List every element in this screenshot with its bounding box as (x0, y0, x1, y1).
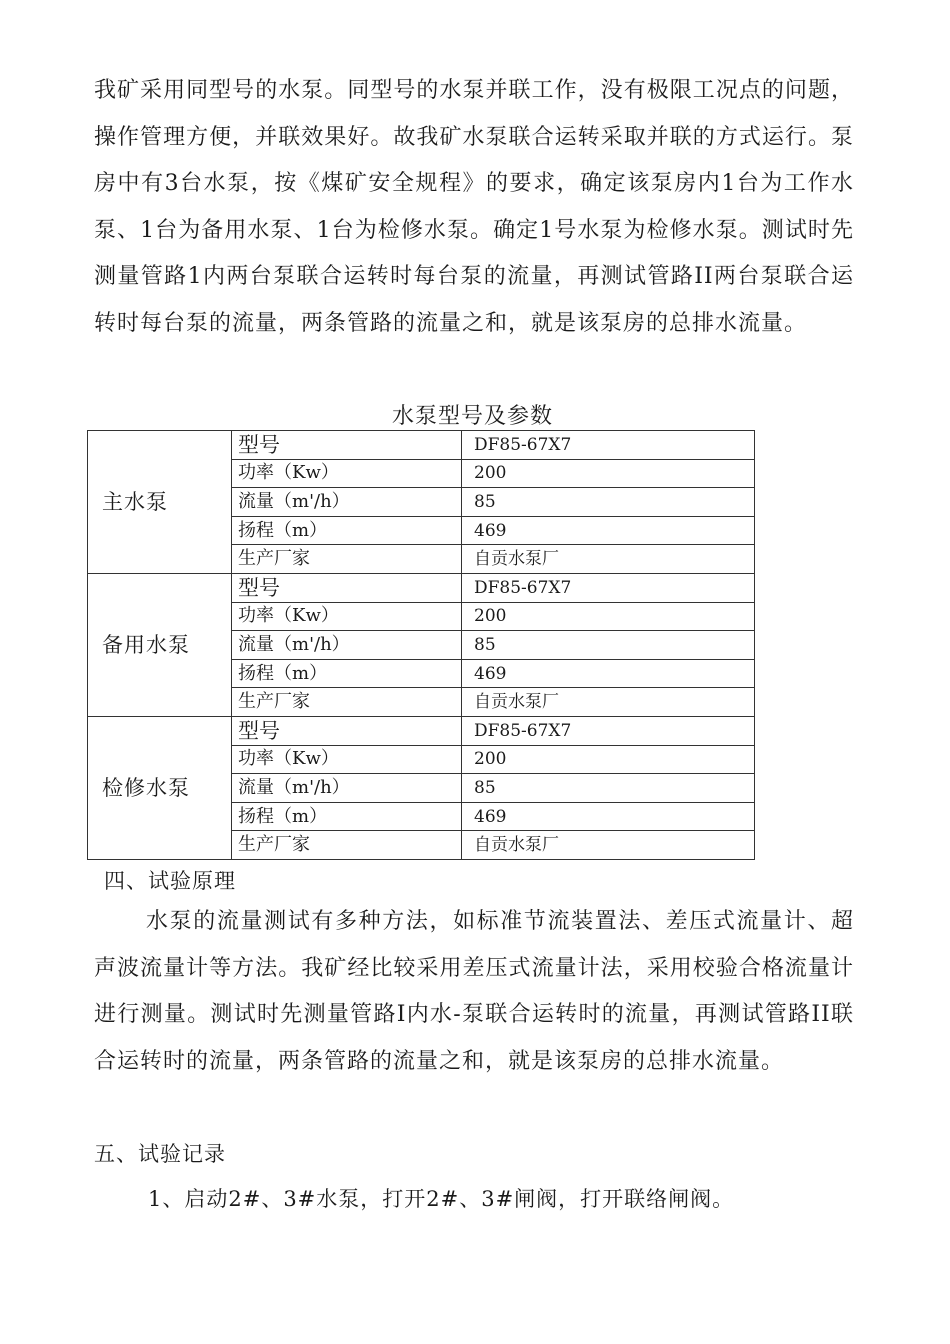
label-maker: 生产厂家 (232, 545, 462, 574)
table-title: 水泵型号及参数 (391, 404, 553, 429)
intro-paragraph: 我矿采用同型号的水泵。同型号的水泵并联工作，没有极限工况点的问题，操作管理方便，并联效果好。故我矿水泵联合运转采取并联的方式运行。泵房中有3台水泵，按《煤矿安全规程》的要求，确定该泵房内1台为工作水泵、1台为备用水泵、1台为检修水泵。确定1号水泵为检修水泵。测试时先测量管路1内两台泵联合运转时每台泵的流量，再测试管路II两台泵联合运转时每台泵的流量，两条管路的流量之和，就是该泵房的总排水流量。 (94, 78, 854, 336)
value-power: 200 (462, 459, 755, 488)
value-power: 200 (462, 602, 755, 631)
table-row (88, 431, 755, 460)
table-row (88, 716, 755, 745)
label-model: 型号 (232, 573, 462, 602)
group-name-standby-pump: 备用水泵 (88, 573, 232, 716)
step-1-text: 1、启动2#、3#水泵，打开2#、3#闸阀，打开联络闸阀。 (148, 1187, 735, 1211)
value-model: DF85-67X7 (462, 716, 755, 745)
value-maker: 自贡水泵厂 (462, 688, 755, 717)
value-flow: 85 (462, 631, 755, 660)
value-model: DF85-67X7 (462, 573, 755, 602)
value-power: 200 (462, 745, 755, 774)
label-flow: 流量（m'/h） (232, 774, 462, 803)
table-row (88, 573, 755, 602)
label-flow: 流量（m'/h） (232, 488, 462, 517)
group-name-main-pump: 主水泵 (88, 431, 232, 574)
value-maker: 自贡水泵厂 (462, 831, 755, 860)
value-head: 469 (462, 659, 755, 688)
label-power: 功率（Kw） (232, 459, 462, 488)
pump-spec-table (87, 430, 755, 860)
value-head: 469 (462, 516, 755, 545)
value-flow: 85 (462, 488, 755, 517)
label-power: 功率（Kw） (232, 745, 462, 774)
label-head: 扬程（m） (232, 659, 462, 688)
group-name-maintenance-pump: 检修水泵 (88, 716, 232, 859)
label-model: 型号 (232, 431, 462, 460)
section-4-heading: 四、试验原理 (104, 869, 236, 893)
value-head: 469 (462, 802, 755, 831)
label-power: 功率（Kw） (232, 602, 462, 631)
value-flow: 85 (462, 774, 755, 803)
label-head: 扬程（m） (232, 516, 462, 545)
label-maker: 生产厂家 (232, 831, 462, 860)
value-maker: 自贡水泵厂 (462, 545, 755, 574)
label-head: 扬程（m） (232, 802, 462, 831)
label-maker: 生产厂家 (232, 688, 462, 717)
section-5-heading: 五、试验记录 (94, 1142, 226, 1166)
label-model: 型号 (232, 716, 462, 745)
value-model: DF85-67X7 (462, 431, 755, 460)
section-4-paragraph: 水泵的流量测试有多种方法，如标准节流装置法、差压式流量计、超声波流量计等方法。我矿经比较采用差压式流量计法，采用校验合格流量计进行测量。测试时先测量管路I内水-泵联合运转时的流量，再测试管路II联合运转时的流量，两条管路的流量之和，就是该泵房的总排水流量。 (94, 909, 854, 1074)
label-flow: 流量（m'/h） (232, 631, 462, 660)
